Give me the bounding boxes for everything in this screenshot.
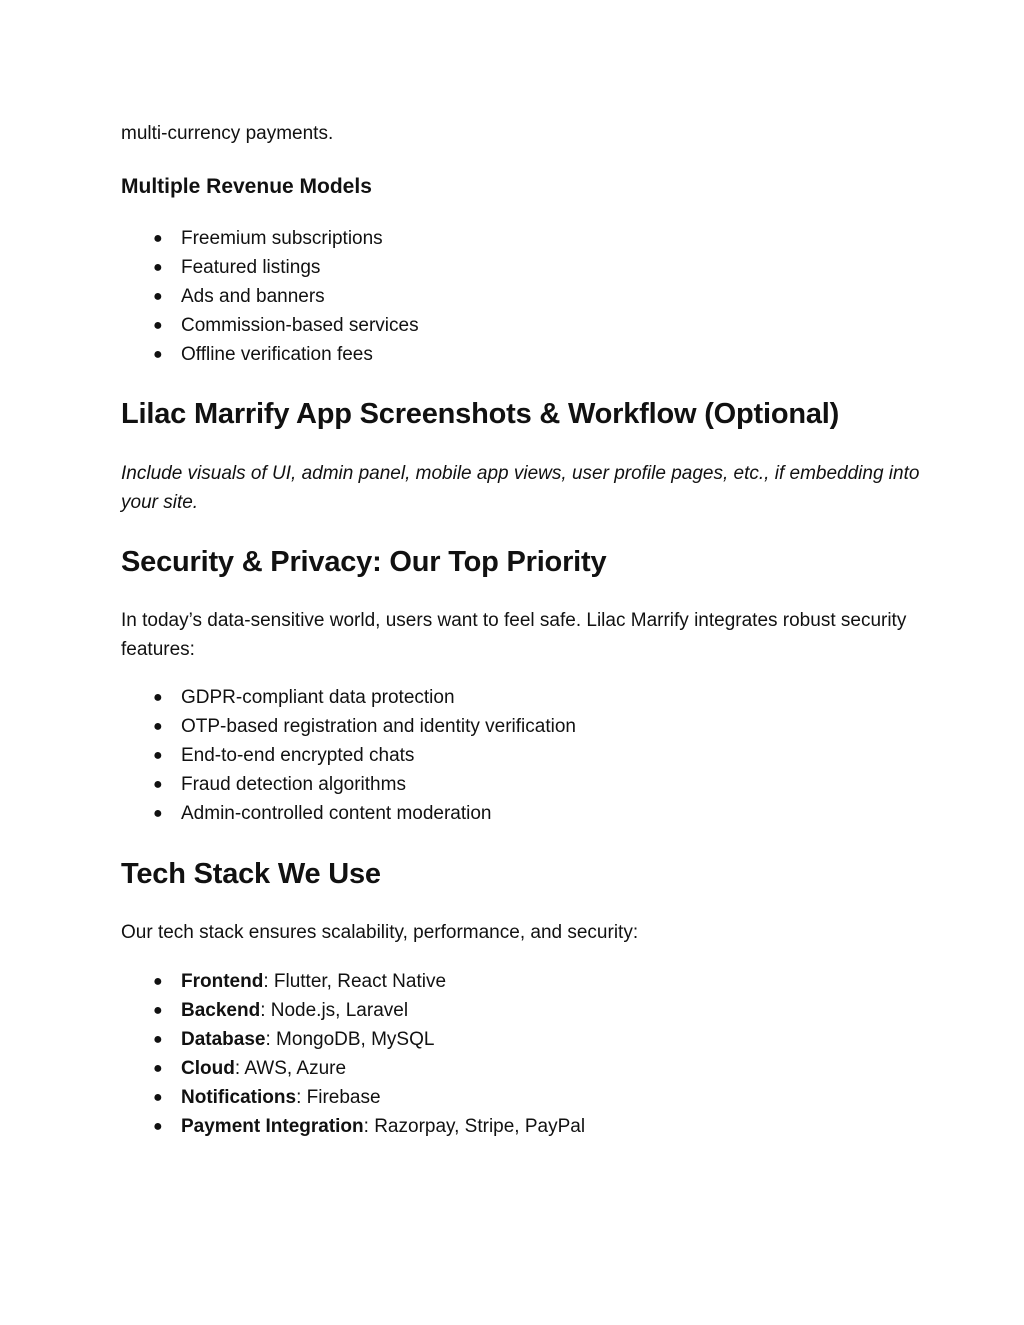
revenue-heading: Multiple Revenue Models xyxy=(121,175,372,198)
list-item: ● Fraud detection algorithms xyxy=(121,770,921,799)
tech-label: Backend xyxy=(181,1000,261,1021)
tech-list xyxy=(121,967,921,1141)
list-item: ● End-to-end encrypted chats xyxy=(121,741,921,770)
bullet-icon: ● xyxy=(153,689,163,706)
list-item: ● GDPR-compliant data protection xyxy=(121,683,921,712)
security-heading: Security & Privacy: Our Top Priority xyxy=(121,546,607,578)
list-item xyxy=(121,1083,921,1112)
tech-value: : Firebase xyxy=(296,1087,381,1108)
bullet-icon: ● xyxy=(153,346,163,363)
bullet-icon: ● xyxy=(153,1031,163,1048)
list-item xyxy=(121,967,921,996)
list-item: ● Ads and banners xyxy=(121,282,921,311)
bullet-icon: ● xyxy=(153,259,163,276)
list-item: ● Commission-based services xyxy=(121,311,921,340)
list-item xyxy=(121,1054,921,1083)
list-item xyxy=(121,1112,921,1141)
tech-intro: Our tech stack ensures scalability, performance, and security: xyxy=(121,922,639,943)
list-item: ● Featured listings xyxy=(121,253,921,282)
revenue-list xyxy=(121,224,921,369)
list-item: ● Admin-controlled content moderation xyxy=(121,799,921,828)
tech-label: Frontend xyxy=(181,971,264,992)
bullet-icon: ● xyxy=(153,776,163,793)
bullet-icon: ● xyxy=(153,1060,163,1077)
tech-value: : AWS, Azure xyxy=(234,1058,347,1079)
bullet-icon: ● xyxy=(153,973,163,990)
bullet-icon: ● xyxy=(153,1002,163,1019)
security-list xyxy=(121,683,921,828)
security-intro: In today’s data-sensitive world, users want to feel safe. Lilac Marrify integrates robust security features: xyxy=(121,610,907,660)
list-item xyxy=(121,1025,921,1054)
bullet-icon: ● xyxy=(153,288,163,305)
tech-label: Notifications xyxy=(181,1087,297,1108)
bullet-icon: ● xyxy=(153,805,163,822)
bullet-icon: ● xyxy=(153,230,163,247)
list-item: ● Freemium subscriptions xyxy=(121,224,921,253)
bullet-icon: ● xyxy=(153,718,163,735)
list-item xyxy=(121,996,921,1025)
tech-value: : Razorpay, Stripe, PayPal xyxy=(363,1116,586,1137)
bullet-icon: ● xyxy=(153,1089,163,1106)
tech-value: : Flutter, React Native xyxy=(263,971,447,992)
screenshots-note: Include visuals of UI, admin panel, mobile app views, user profile pages, etc., if embedding into your site. xyxy=(121,463,920,513)
list-item: ● Offline verification fees xyxy=(121,340,921,369)
tech-value: : Node.js, Laravel xyxy=(260,1000,409,1021)
tech-heading: Tech Stack We Use xyxy=(121,858,381,890)
list-item: ● OTP-based registration and identity verification xyxy=(121,712,921,741)
bullet-icon: ● xyxy=(153,317,163,334)
tech-label: Database xyxy=(181,1029,266,1050)
tech-value: : MongoDB, MySQL xyxy=(265,1029,435,1050)
tech-label: Cloud xyxy=(181,1058,235,1079)
intro-fragment: multi-currency payments. xyxy=(121,123,334,144)
screenshots-heading: Lilac Marrify App Screenshots & Workflow (Optional) xyxy=(121,398,840,430)
bullet-icon: ● xyxy=(153,747,163,764)
tech-label: Payment Integration xyxy=(181,1116,364,1137)
document-content xyxy=(121,119,921,1141)
bullet-icon: ● xyxy=(153,1118,163,1135)
